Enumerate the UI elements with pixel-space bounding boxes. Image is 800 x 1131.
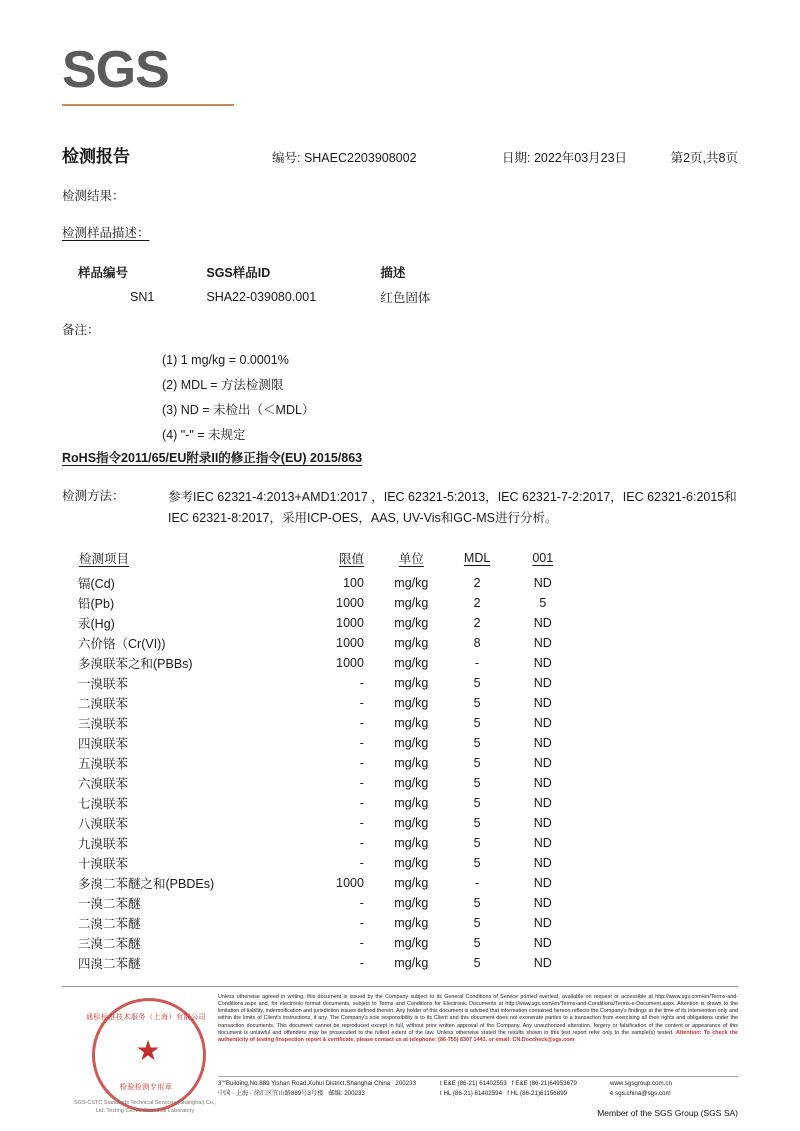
- result-limit: -: [359, 816, 364, 830]
- website: www.sgsgroup.com.cn: [610, 1080, 672, 1087]
- stamp-sub-text: SGS-CSTC Standards Technical Services (Shanghai) Co., Ltd. Testing Center Chemical Laboratory: [73, 1100, 217, 1114]
- table-row: [78, 833, 578, 853]
- result-value: ND: [533, 616, 552, 630]
- sample-no: SN1: [130, 290, 155, 304]
- results-col-limit: 限值: [338, 552, 364, 566]
- results-col-mdl: MDL: [463, 551, 491, 565]
- result-mdl: 5: [473, 756, 481, 770]
- results-table: [78, 548, 578, 973]
- result-limit: -: [359, 956, 364, 970]
- result-value: ND: [533, 816, 552, 830]
- sample-desc: 红色固体: [380, 291, 431, 305]
- fax-en: f E&E (86-21)64953679: [511, 1080, 577, 1087]
- zip-cn: 邮编: 200233: [328, 1089, 365, 1097]
- result-unit: mg/kg: [394, 816, 429, 830]
- result-mdl: 2: [473, 616, 481, 630]
- result-item: 十溴联苯: [78, 857, 129, 871]
- result-value: ND: [533, 876, 552, 890]
- result-unit: mg/kg: [394, 656, 429, 670]
- result-item: 多溴二苯醚之和(PBDEs): [78, 877, 215, 891]
- result-item: 四溴联苯: [78, 737, 129, 751]
- address-divider: [218, 1076, 738, 1077]
- report-number: 编号: SHAEC2203908002: [272, 151, 417, 165]
- result-mdl: 5: [473, 856, 481, 870]
- list-item: (3) ND = 未检出（＜MDL）: [162, 403, 315, 417]
- result-item: 铅(Pb): [78, 597, 115, 611]
- result-limit: 1000: [336, 596, 364, 610]
- result-unit: mg/kg: [394, 636, 429, 650]
- result-mdl: 5: [473, 736, 481, 750]
- table-row: [78, 913, 578, 933]
- result-mdl: 5: [473, 936, 481, 950]
- result-limit: -: [359, 736, 364, 750]
- result-item: 一溴二苯醚: [78, 897, 141, 911]
- result-mdl: -: [475, 656, 480, 670]
- result-mdl: 5: [473, 716, 481, 730]
- result-item: 七溴联苯: [78, 797, 129, 811]
- result-limit: -: [359, 676, 364, 690]
- result-label: 检测结果：: [62, 189, 125, 203]
- table-row: [78, 813, 578, 833]
- results-body: [78, 573, 578, 973]
- result-limit: -: [359, 776, 364, 790]
- report-header: [62, 142, 738, 167]
- result-limit: -: [359, 836, 364, 850]
- result-limit: -: [359, 896, 364, 910]
- address-row-en: [218, 1079, 738, 1089]
- table-row: [78, 853, 578, 873]
- footer-address: [218, 1079, 738, 1098]
- result-value: ND: [533, 656, 552, 670]
- result-value: ND: [533, 776, 552, 790]
- result-unit: mg/kg: [394, 596, 429, 610]
- address-cn: 中国 · 上海 · 徐汇区宜山路889号3号楼: [218, 1089, 324, 1097]
- result-limit: -: [359, 716, 364, 730]
- result-limit: -: [359, 696, 364, 710]
- result-item: 汞(Hg): [78, 617, 115, 631]
- result-item: 三溴二苯醚: [78, 937, 141, 951]
- result-mdl: 5: [473, 916, 481, 930]
- result-value: ND: [533, 856, 552, 870]
- table-row: [78, 873, 578, 893]
- result-limit: -: [359, 916, 364, 930]
- list-item: (2) MDL = 方法检测限: [162, 378, 284, 392]
- result-limit: 1000: [336, 656, 364, 670]
- sample-description-label: 检测样品描述：: [62, 226, 150, 240]
- result-mdl: 2: [473, 576, 481, 590]
- result-value: ND: [533, 676, 552, 690]
- table-row: [78, 753, 578, 773]
- remark-label: 备注：: [62, 323, 100, 337]
- tel-cn: t HL (86-21) 61402594: [440, 1089, 503, 1097]
- result-limit: 1000: [336, 616, 364, 630]
- result-mdl: 5: [473, 896, 481, 910]
- address-row-cn: [218, 1089, 738, 1099]
- rohs-heading: RoHS指令2011/65/EU附录II的修正指令(EU) 2015/863: [62, 451, 363, 465]
- result-unit: mg/kg: [394, 936, 429, 950]
- result-unit: mg/kg: [394, 616, 429, 630]
- result-limit: -: [359, 756, 364, 770]
- fax-cn: f HL (86-21)61156899: [507, 1089, 568, 1097]
- result-mdl: 5: [473, 676, 481, 690]
- page-title: 检测报告: [62, 147, 130, 166]
- result-unit: mg/kg: [394, 676, 429, 690]
- result-limit: 1000: [336, 876, 364, 890]
- table-row: [78, 653, 578, 673]
- result-value: ND: [533, 716, 552, 730]
- table-row: [78, 713, 578, 733]
- result-value: ND: [533, 956, 552, 970]
- result-value: ND: [533, 636, 552, 650]
- table-row: [78, 633, 578, 653]
- result-unit: mg/kg: [394, 856, 429, 870]
- stamp-top-text: 通标标准技术服务（上海）有限公司: [86, 1014, 206, 1021]
- logo-divider: [62, 104, 234, 106]
- legal-fineprint: [218, 994, 738, 1044]
- result-value: ND: [533, 576, 552, 590]
- sample-table: [78, 262, 598, 307]
- result-mdl: 5: [473, 796, 481, 810]
- result-item: 二溴二苯醚: [78, 917, 141, 931]
- result-value: 5: [539, 596, 547, 610]
- result-limit: -: [359, 796, 364, 810]
- legal-terms-text: Unless otherwise agreed in writing, this document is issued by the Company subject to its General Conditions of Service printed overleaf, available on request or accessible at http://www.sgs.com/en/Terms-and-Conditions.aspx and, for electronic format documents, subject to Terms and Conditions for Electronic Documents at http://www.sgs.com/en/Terms-and-Conditions/Terms-e-Document.aspx. Attention is drawn to the limitation of liability, indemnification and jurisdiction issues defined therein. Any holder of this document is advised that information contained hereon reflects the Company's findings at the time of its intervention only and within the limits of Client's instructions, if any. The Company's sole responsibility is to its Client and this document does not exonerate parties to a transaction from exercising all their rights and obligations under the transaction documents. This document cannot be reproduced except in full, without prior written approval of the Company. Any unauthorized alteration, forgery or falsification of the content or appearance of this document is unlawful and offenders may be prosecuted to the fullest extent of the law. Unless otherwise stated the results shown in this test report refer only to the sample(s) tested.: [218, 994, 738, 1036]
- table-row: [78, 733, 578, 753]
- result-unit: mg/kg: [394, 836, 429, 850]
- method-text: 参考IEC 62321-4:2013+AMD1:2017 ，IEC 62321-5:2013，IEC 62321-7-2:2017，IEC 62321-6:2015和IEC 62321-8:2017，采用ICP-OES，AAS, UV-Vis和GC-MS进行分析。: [168, 490, 737, 526]
- result-value: ND: [533, 896, 552, 910]
- results-col-unit: 单位: [398, 552, 424, 566]
- table-row: [78, 593, 578, 613]
- result-unit: mg/kg: [394, 956, 429, 970]
- sgs-logo-text: SGS: [62, 41, 169, 99]
- result-mdl: 2: [473, 596, 481, 610]
- sample-col-no: 样品编号: [78, 266, 129, 280]
- result-mdl: 5: [473, 816, 481, 830]
- result-limit: -: [359, 856, 364, 870]
- result-item: 三溴联苯: [78, 717, 129, 731]
- result-value: ND: [533, 916, 552, 930]
- result-mdl: 5: [473, 956, 481, 970]
- result-item: 六价铬（Cr(VI)): [78, 637, 166, 651]
- table-row: [78, 953, 578, 973]
- result-value: ND: [533, 836, 552, 850]
- result-mdl: -: [475, 876, 480, 890]
- email: e sgs.china@sgs.com: [610, 1089, 671, 1097]
- results-header-row: [78, 548, 578, 573]
- table-row: [78, 613, 578, 633]
- result-unit: mg/kg: [394, 736, 429, 750]
- result-unit: mg/kg: [394, 916, 429, 930]
- remark-list: [162, 348, 314, 448]
- results-col-result: 001: [532, 551, 554, 565]
- table-row: [78, 673, 578, 693]
- result-unit: mg/kg: [394, 896, 429, 910]
- results-col-item: 检测项目: [79, 552, 130, 566]
- result-value: ND: [533, 756, 552, 770]
- result-unit: mg/kg: [394, 756, 429, 770]
- tel-en: t E&E (86-21) 61402553: [440, 1080, 507, 1087]
- result-mdl: 8: [473, 636, 481, 650]
- footer-divider: [62, 986, 738, 987]
- attention-notice: Attention: To check the authenticity of testing /inspection report & certificate, please contact us at telephone: (86-755) 8307 1443, or email: CN.Doccheck@sgs.com: [218, 1029, 739, 1043]
- table-row: [78, 287, 598, 307]
- sample-table-header-row: [78, 262, 598, 287]
- table-row: [78, 793, 578, 813]
- list-item: (1) 1 mg/kg = 0.0001%: [162, 353, 289, 367]
- table-row: [78, 933, 578, 953]
- result-limit: -: [359, 936, 364, 950]
- sample-col-desc: 描述: [380, 266, 406, 280]
- result-item: 八溴联苯: [78, 817, 129, 831]
- result-value: ND: [533, 736, 552, 750]
- result-limit: 100: [343, 576, 364, 590]
- result-item: 二溴联苯: [78, 697, 129, 711]
- result-item: 多溴联苯之和(PBBs): [78, 657, 193, 671]
- sample-sgs-id: SHA22-039080.001: [206, 290, 317, 304]
- result-mdl: 5: [473, 836, 481, 850]
- result-mdl: 5: [473, 776, 481, 790]
- result-unit: mg/kg: [394, 696, 429, 710]
- result-unit: mg/kg: [394, 576, 429, 590]
- result-item: 镉(Cd): [78, 577, 115, 591]
- result-unit: mg/kg: [394, 716, 429, 730]
- official-stamp: [73, 996, 217, 1114]
- member-line: Member of the SGS Group (SGS SA): [597, 1108, 738, 1118]
- method-label: 检测方法：: [62, 489, 125, 503]
- stamp-bottom-text: 检验检测专用章: [119, 1084, 173, 1091]
- page-indicator: 第2页,共8页: [670, 151, 738, 165]
- result-unit: mg/kg: [394, 776, 429, 790]
- result-unit: mg/kg: [394, 796, 429, 810]
- result-item: 六溴联苯: [78, 777, 129, 791]
- result-item: 五溴联苯: [78, 757, 129, 771]
- result-value: ND: [533, 696, 552, 710]
- result-value: ND: [533, 796, 552, 810]
- list-item: (4) "-" = 未规定: [162, 428, 246, 442]
- sgs-logo: [62, 41, 242, 106]
- star-icon: ★: [135, 1035, 161, 1066]
- result-item: 四溴二苯醚: [78, 957, 141, 971]
- result-mdl: 5: [473, 696, 481, 710]
- result-item: 九溴联苯: [78, 837, 129, 851]
- result-value: ND: [533, 936, 552, 950]
- address-en: 3""Building,No.889 Yishan Road,Xuhui District,Shanghai China: [218, 1080, 391, 1087]
- table-row: [78, 773, 578, 793]
- result-limit: 1000: [336, 636, 364, 650]
- zip-en: 200233: [395, 1080, 417, 1087]
- result-unit: mg/kg: [394, 876, 429, 890]
- report-date: 日期: 2022年03月23日: [502, 151, 628, 165]
- table-row: [78, 693, 578, 713]
- table-row: [78, 893, 578, 913]
- table-row: [78, 573, 578, 593]
- result-item: 一溴联苯: [78, 677, 129, 691]
- sample-col-sgs-id: SGS样品ID: [206, 266, 271, 280]
